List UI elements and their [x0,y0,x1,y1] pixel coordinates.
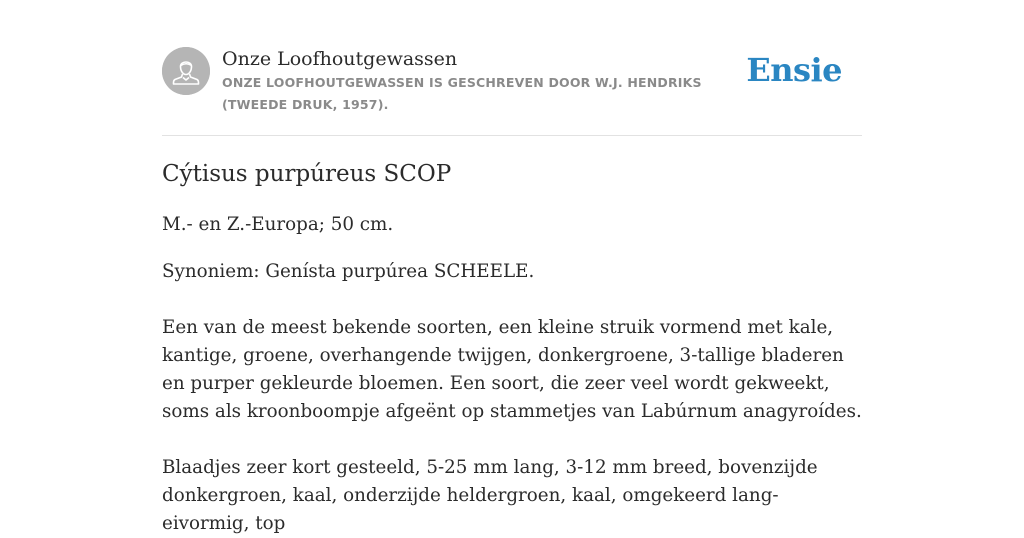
entry-paragraph-2: Blaadjes zeer kort gesteeld, 5-25 mm lang, 3-12 mm breed, bovenzijde donkergroen, kaal, onderzijde heldergroen, kaal, omgekeerd lang-eivormig, top [162,457,818,534]
entry-region: M.- en Z.-Europa; 50 cm. [162,214,394,235]
entry-paragraph-1: Een van de meest bekende soorten, een kleine struik vormend met kale, kantige, groene, overhangende twijgen, donkergroene, 3-tallige bladeren en purper gekleurde bloemen. Een soort, die zeer veel wordt gekweekt, soms als kroonboompje afgeënt op stammetjes van Labúrnum anagyroídes. [162,317,862,422]
entry-title: Cýtisus purpúreus SCOP [162,161,452,187]
header-divider [162,135,862,136]
user-icon [162,47,210,95]
book-title-link[interactable]: Onze Loofhoutgewassen [222,48,458,70]
entry-synonym: Synoniem: Genísta purpúrea SCHEELE. [162,261,535,282]
avatar[interactable] [162,47,210,95]
brand-logo-link[interactable]: Ensie [746,51,842,89]
book-header [162,47,862,135]
article-content [162,156,862,538]
book-description: ONZE LOOFHOUTGEWASSEN IS GESCHREVEN DOOR W.J. HENDRIKS (TWEEDE DRUK, 1957). [222,75,702,112]
